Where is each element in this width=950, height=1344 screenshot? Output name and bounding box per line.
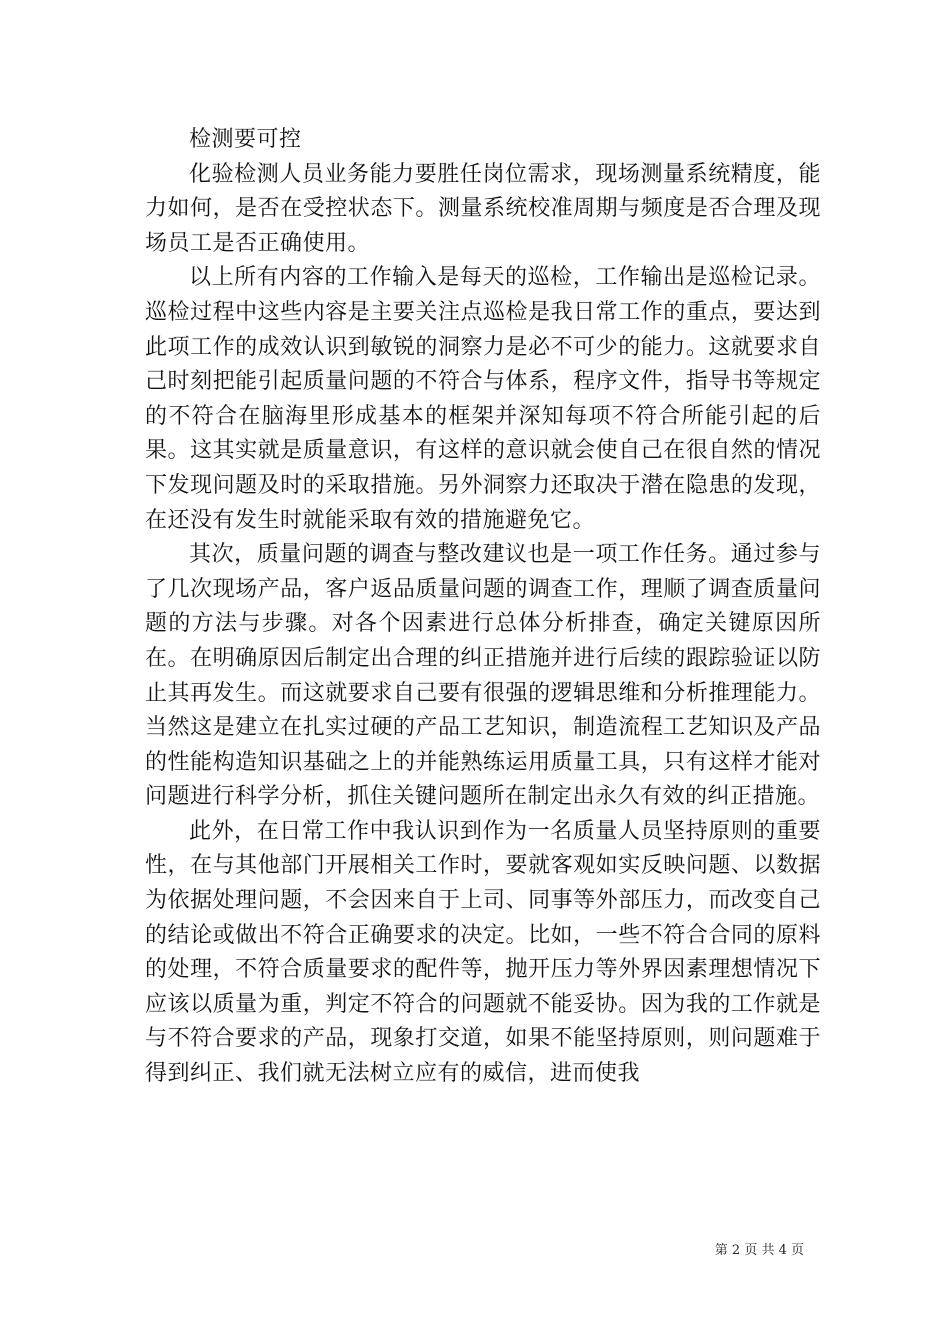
section-heading: 检测要可控 xyxy=(189,127,302,152)
document-body xyxy=(145,123,821,1092)
page-number-footer: 第 2 页 共 4 页 xyxy=(714,1243,804,1258)
paragraph: 此外，在日常工作中我认识到作为一名质量人员坚持原则的重要性，在与其他部门开展相关工作时，要就客观如实反映问题、以数据为依据处理问题，不会因来自于上司、同事等外部压力，而改变自己的结论或做出不符合正确要求的决定。比如，一些不符合合同的原料的处理，不符合质量要求的配件等，抛开压力等外界因素理想情况下应该以质量为重，判定不符合的问题就不能妥协。因为我的工作就是与不符合要求的产品，现象打交道，如果不能坚持原则，则问题难于得到纠正、我们就无法树立应有的威信，进而使我 xyxy=(145,818,821,1087)
paragraph: 其次，质量问题的调查与整改建议也是一项工作任务。通过参与了几次现场产品，客户返品质量问题的调查工作，理顺了调查质量问题的方法与步骤。对各个因素进行总体分析排查，确定关键原因所在。在明确原因后制定出合理的纠正措施并进行后续的跟踪验证以防止其再发生。而这就要求自己要有很强的逻辑思维和分析推理能力。当然这是建立在扎实过硬的产品工艺知识，制造流程工艺知识及产品的性能构造知识基础之上的并能熟练运用质量工具，只有这样才能对问题进行科学分析，抓住关键问题所在制定出永久有效的纠正措施。 xyxy=(145,542,821,810)
paragraph: 化验检测人员业务能力要胜任岗位需求，现场测量系统精度，能力如何，是否在受控状态下。测量系统校准周期与频度是否合理及现场员工是否正确使用。 xyxy=(145,161,821,256)
paragraph: 以上所有内容的工作输入是每天的巡检，工作输出是巡检记录。巡检过程中这些内容是主要关注点巡检是我日常工作的重点，要达到此项工作的成效认识到敏锐的洞察力是必不可少的能力。这就要求自己时刻把能引起质量问题的不符合与体系，程序文件，指导书等规定的不符合在脑海里形成基本的框架并深知每项不符合所能引起的后果。这其实就是质量意识，有这样的意识就会使自己在很自然的情况下发现问题及时的采取措施。另外洞察力还取决于潜在隐患的发现，在还没有发生时就能采取有效的措施避免它。 xyxy=(145,265,821,533)
